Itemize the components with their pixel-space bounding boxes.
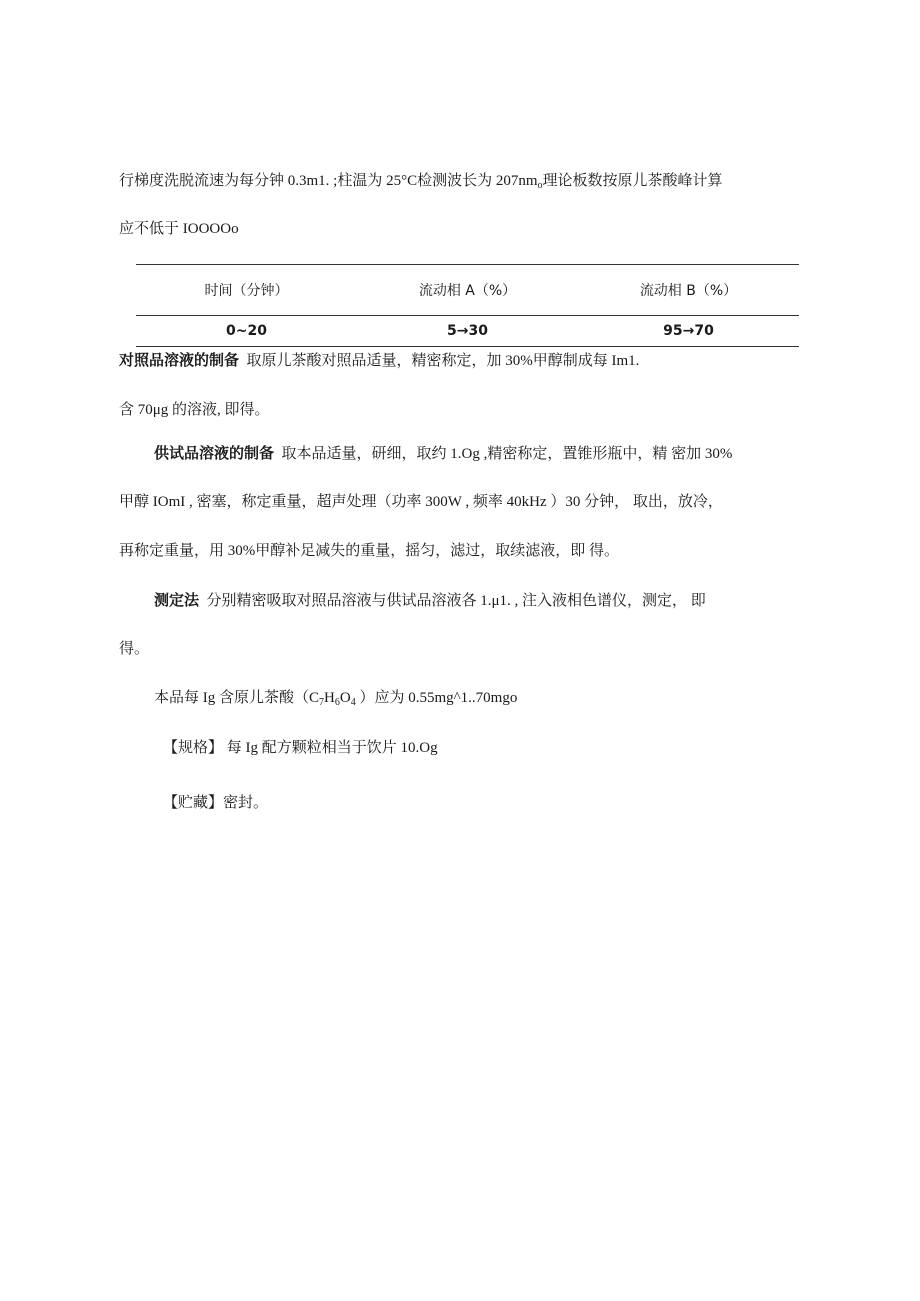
reference-solution-text1: 取原儿茶酸对照品适量，精密称定，加 30%甲醇制成每 Im1. (246, 353, 640, 369)
specification-text: 每 Ig 配方颗粒相当于饮片 10.Og (223, 740, 438, 756)
storage-label: 【贮藏】 (163, 793, 224, 811)
test-solution-text1: 取本品适量，研细，取约 1.Og ,精密称定，置锥形瓶中，精 密加 30% (281, 446, 733, 462)
table-row (136, 316, 799, 346)
storage-text: 密封。 (223, 793, 269, 811)
reference-solution-line1 (119, 350, 639, 371)
specification-line (163, 737, 438, 758)
test-solution-line1 (154, 443, 732, 464)
reference-solution-heading: 对照品溶液的制备 (119, 351, 240, 369)
table-cell-phase-b: 95→70 (663, 323, 714, 339)
paragraph1-line2: 应不低于 IOOOOo (119, 221, 239, 237)
table-header-time: 时间（分钟） (204, 283, 289, 299)
test-solution-line3: 再称定重量，用 30%甲醇补足减失的重量，摇匀，滤过，取续滤液，即 得。 (119, 543, 619, 559)
paragraph1-line1-a: 行梯度洗脱流速为每分钟 0.3m1. ;柱温为 25°C检测波长为 207nm (119, 173, 538, 189)
gradient-table (136, 264, 799, 347)
content-limit-sub3: 4 (350, 697, 356, 708)
assay-method-line2: 得。 (119, 641, 150, 657)
specification-label: 【规格】 (163, 738, 224, 756)
content-limit-line (154, 688, 517, 708)
table-header-row (136, 265, 799, 316)
storage-line (163, 792, 268, 813)
content-limit-suffix: ）应为 0.55mg^1..70mgo (355, 690, 518, 706)
table-header-phase-b: 流动相 B（%） (639, 283, 738, 299)
paragraph1-line1-sub: o (537, 180, 543, 191)
assay-method-line1 (154, 590, 706, 611)
table-cell-time: 0~20 (226, 323, 267, 339)
assay-method-heading: 测定法 (154, 591, 200, 609)
test-solution-heading: 供试品溶液的制备 (154, 444, 275, 462)
table-cell-phase-a: 5→30 (447, 323, 488, 339)
reference-solution-line2: 含 70μg 的溶液, 即得。 (119, 402, 270, 418)
paragraph1-line1-b: 理论板数按原儿茶酸峰计算 (542, 173, 723, 189)
paragraph1-line1 (119, 171, 723, 191)
content-limit-sub1: 7 (319, 697, 325, 708)
assay-method-text1: 分别精密吸取对照品溶液与供试品溶液各 1.μ1. , 注入液相色谱仪，测定， 即 (206, 593, 706, 609)
content-limit-sub2: 6 (334, 697, 340, 708)
table-header-phase-a: 流动相 A（%） (418, 283, 517, 299)
content-limit-mid1: H (324, 690, 335, 706)
content-limit-prefix: 本品每 Ig 含原儿茶酸（C (154, 690, 320, 706)
content-limit-mid2: O (339, 690, 351, 706)
test-solution-line2: 甲醇 IOmI , 密塞，称定重量，超声处理（功率 300W , 频率 40kHz ）30 分钟， 取出，放冷， (119, 494, 723, 510)
